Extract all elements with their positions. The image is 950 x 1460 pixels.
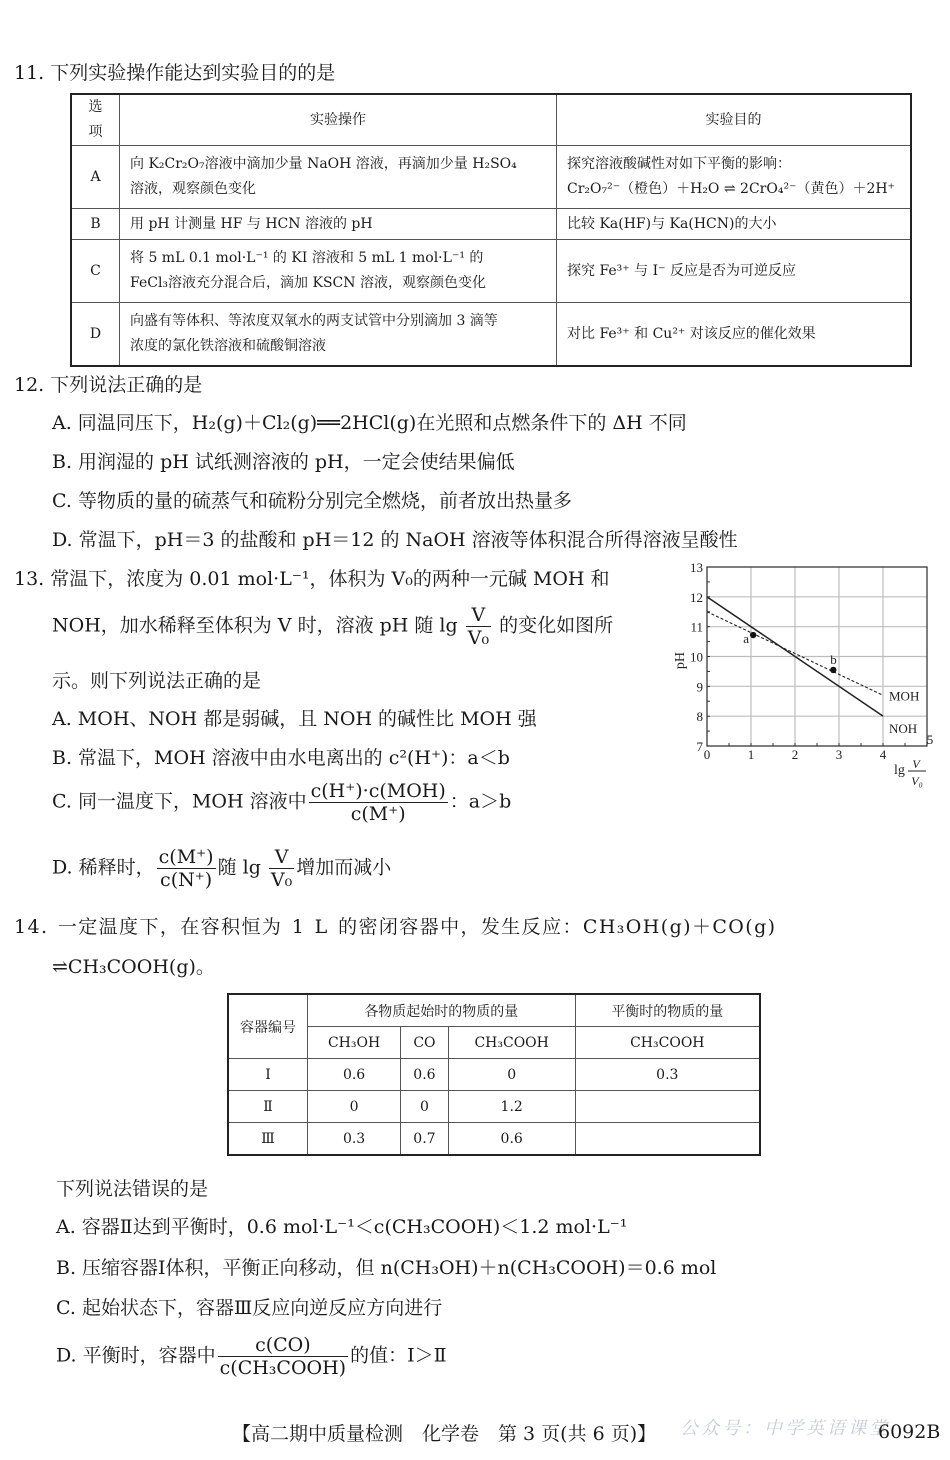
q12-option-d: D. 常温下，pH＝3 的盐酸和 pH＝12 的 NaOH 溶液等体积混合所得溶液呈酸性 [52, 529, 738, 551]
q12-option-c: C. 等物质的量的硫蒸气和硫粉分别完全燃烧，前者放出热量多 [52, 490, 572, 512]
cell-co: 0.7 [401, 1123, 449, 1156]
option-text: 随 lg [217, 856, 261, 879]
x-axis-label-numerator: V [912, 757, 920, 771]
q14-option-c: C. 起始状态下，容器Ⅲ反应向逆反应方向进行 [56, 1297, 443, 1319]
fraction-numerator: c(CO) [218, 1334, 348, 1357]
x-tick-label: 2 [791, 747, 799, 762]
operation-line: 浓度的氯化铁溶液和硫酸铜溶液 [130, 338, 326, 354]
ph-dilution-chart [672, 558, 938, 790]
x-tick-label: 1 [747, 747, 755, 762]
question-11-title: 11. 下列实验操作能达到实验目的的是 [14, 62, 336, 84]
table-row [71, 303, 911, 367]
row-purpose: 对比 Fe³⁺ 和 Cu²⁺ 对该反应的催化效果 [557, 303, 912, 367]
paper-code: 6092B [878, 1421, 941, 1443]
option-text: D. 稀释时， [52, 856, 155, 879]
cell-co: 0 [401, 1091, 449, 1123]
table-row [228, 1059, 760, 1091]
cell-ch3oh: 0 [308, 1091, 401, 1123]
row-option: B [71, 209, 120, 240]
data-point-b [830, 667, 836, 673]
fraction-denominator: V₀ [467, 627, 490, 649]
q14-option-d [56, 1334, 447, 1379]
table-row [228, 1123, 760, 1156]
table-row [71, 240, 911, 303]
stem-text: NOH，加水稀释至体积为 V 时，溶液 pH 随 lg [52, 614, 458, 637]
fraction-denominator: V₀ [270, 869, 293, 891]
fraction-numerator: V [466, 604, 491, 627]
subheader-ch3oh: CH₃OH [308, 1027, 401, 1059]
q13-option-b: B. 常温下，MOH 溶液中由水电离出的 c²(H⁺)：a＜b [52, 747, 510, 769]
header-container: 容器编号 [228, 994, 308, 1059]
y-tick-label: 13 [690, 560, 703, 575]
row-operation [120, 303, 557, 367]
row-purpose: 比较 Ka(HF)与 Ka(HCN)的大小 [557, 209, 912, 240]
q13-option-c [52, 780, 511, 825]
subheader-eq-ch3cooh: CH₃COOH [575, 1027, 760, 1059]
point-label-b: b [830, 651, 837, 667]
cell-eq: 0.3 [575, 1059, 760, 1091]
option-text: D. 平衡时，容器中 [56, 1344, 216, 1367]
fraction-denominator: c(N⁺) [160, 869, 213, 891]
page-footer: 【高二期中质量检测 化学卷 第 3 页(共 6 页)】 [232, 1423, 657, 1445]
row-operation: 用 pH 计测量 HF 与 HCN 溶液的 pH [120, 209, 557, 240]
y-tick-label: 10 [690, 649, 703, 665]
q14-table [227, 993, 761, 1156]
table-row [71, 209, 911, 240]
container-id: Ⅰ [228, 1059, 308, 1091]
cell-eq [575, 1091, 760, 1123]
row-operation [120, 240, 557, 303]
x-axis-label-lg: lg [894, 763, 905, 778]
container-id: Ⅱ [228, 1091, 308, 1123]
operation-line: 向 K₂Cr₂O₇溶液中滴加少量 NaOH 溶液，再滴加少量 H₂SO₄ [130, 156, 517, 172]
fraction-numerator: c(H⁺)·c(MOH) [310, 780, 446, 802]
fraction-denominator: c(M⁺) [350, 803, 406, 825]
table-row [228, 1091, 760, 1123]
fraction-v-over-v0 [269, 846, 294, 891]
purpose-line: 探究溶液酸碱性对如下平衡的影响： [567, 156, 791, 172]
fraction-denominator: c(CH₃COOH) [219, 1357, 347, 1379]
question-14-stem-line1: 14. 一定温度下，在容积恒为 1 L 的密闭容器中，发生反应：CH₃OH(g)＋CO(g) [14, 916, 777, 938]
cell-ch3cooh: 1.2 [448, 1091, 575, 1123]
q12-option-a: A. 同温同压下，H₂(g)＋Cl₂(g)══2HCl(g)在光照和点燃条件下的 ΔH 不同 [52, 412, 687, 434]
fraction-numerator: c(M⁺) [158, 846, 214, 868]
q11-table [70, 93, 912, 367]
x-tick-label: 4 [879, 747, 887, 762]
operation-line: FeCl₃溶液充分混合后，滴加 KSCN 溶液，观察颜色变化 [130, 275, 486, 291]
y-axis-label: pH [673, 651, 688, 670]
q13-option-a: A. MOH、NOH 都是弱碱，且 NOH 的碱性比 MOH 强 [52, 708, 537, 730]
data-point-a [750, 632, 756, 638]
fraction-v-over-v0 [466, 604, 491, 649]
q13-option-d [52, 846, 391, 891]
option-text: ：a＞b [449, 790, 512, 813]
header-initial: 各物质起始时的物质的量 [308, 994, 576, 1027]
operation-line: 向盛有等体积、等浓度双氧水的两支试管中分别滴加 3 滴等 [130, 313, 498, 329]
row-purpose [557, 146, 912, 209]
operation-line: 溶液，观察颜色变化 [130, 181, 256, 197]
y-tick-label: 8 [696, 709, 703, 725]
row-operation [120, 146, 557, 209]
watermark: 公众号：中学英语课堂 [680, 1418, 890, 1439]
q11-header-purpose: 实验目的 [557, 94, 912, 146]
q12-option-b: B. 用润湿的 pH 试纸测溶液的 pH，一定会使结果偏低 [52, 451, 515, 473]
q14-prompt: 下列说法错误的是 [56, 1178, 209, 1200]
stem-text: 的变化如图所 [499, 614, 614, 637]
fraction [157, 846, 216, 891]
fraction [309, 780, 448, 825]
row-option: A [71, 146, 120, 209]
point-label-a: a [743, 631, 749, 647]
y-tick-label: 12 [690, 589, 703, 605]
subheader-co: CO [401, 1027, 449, 1059]
fraction [218, 1334, 348, 1379]
question-13-stem-line1: 13. 常温下，浓度为 0.01 mol·L⁻¹，体积为 V₀的两种一元碱 MOH 和 [14, 568, 610, 590]
option-text: 增加而减小 [296, 856, 392, 879]
q14-option-b: B. 压缩容器Ⅰ体积，平衡正向移动，但 n(CH₃OH)＋n(CH₃COOH)＝0.6 mol [56, 1257, 717, 1279]
y-tick-label: 11 [690, 619, 703, 635]
question-12-title: 12. 下列说法正确的是 [14, 374, 203, 396]
row-option: D [71, 303, 120, 367]
cell-ch3oh: 0.3 [308, 1123, 401, 1156]
question-13-stem-line2 [52, 604, 613, 649]
question-13-stem-line3: 示。则下列说法正确的是 [52, 670, 262, 692]
x-tick-label: 3 [835, 747, 843, 762]
container-id: Ⅲ [228, 1123, 308, 1156]
subheader-ch3cooh: CH₃COOH [448, 1027, 575, 1059]
header-equilibrium: 平衡时的物质的量 [575, 994, 760, 1027]
operation-line: 将 5 mL 0.1 mol·L⁻¹ 的 KI 溶液和 5 mL 1 mol·L⁻¹ 的 [130, 250, 484, 266]
cell-co: 0.6 [401, 1059, 449, 1091]
cell-ch3oh: 0.6 [308, 1059, 401, 1091]
q11-header-operation: 实验操作 [120, 94, 557, 146]
row-option: C [71, 240, 120, 303]
cell-ch3cooh: 0 [448, 1059, 575, 1091]
row-purpose: 探究 Fe³⁺ 与 I⁻ 反应是否为可逆反应 [557, 240, 912, 303]
y-tick-label: 7 [696, 739, 703, 754]
x-tick-label: 0 [703, 747, 711, 762]
question-14-stem-line2: ⇌CH₃COOH(g)。 [52, 956, 215, 978]
cell-eq [575, 1123, 760, 1156]
option-text: C. 同一温度下，MOH 溶液中 [52, 790, 307, 813]
x-axis-label-denominator: V₀ [911, 774, 923, 788]
purpose-line: Cr₂O₇²⁻（橙色）＋H₂O ⇌ 2CrO₄²⁻（黄色）＋2H⁺ [567, 181, 895, 197]
y-tick-label: 9 [696, 679, 703, 695]
x-tick-label: 5 [926, 732, 934, 747]
series-label-moh: MOH [889, 688, 920, 704]
option-text: 的值：Ⅰ＞Ⅱ [350, 1344, 447, 1367]
fraction-numerator: V [269, 846, 294, 869]
q14-option-a: A. 容器Ⅱ达到平衡时，0.6 mol·L⁻¹＜c(CH₃COOH)＜1.2 mol·L⁻¹ [56, 1216, 628, 1238]
q11-header-option: 选项 [71, 94, 120, 146]
series-label-noh: NOH [889, 721, 918, 737]
chart-canvas [672, 558, 938, 790]
cell-ch3cooh: 0.6 [448, 1123, 575, 1156]
table-row [71, 146, 911, 209]
